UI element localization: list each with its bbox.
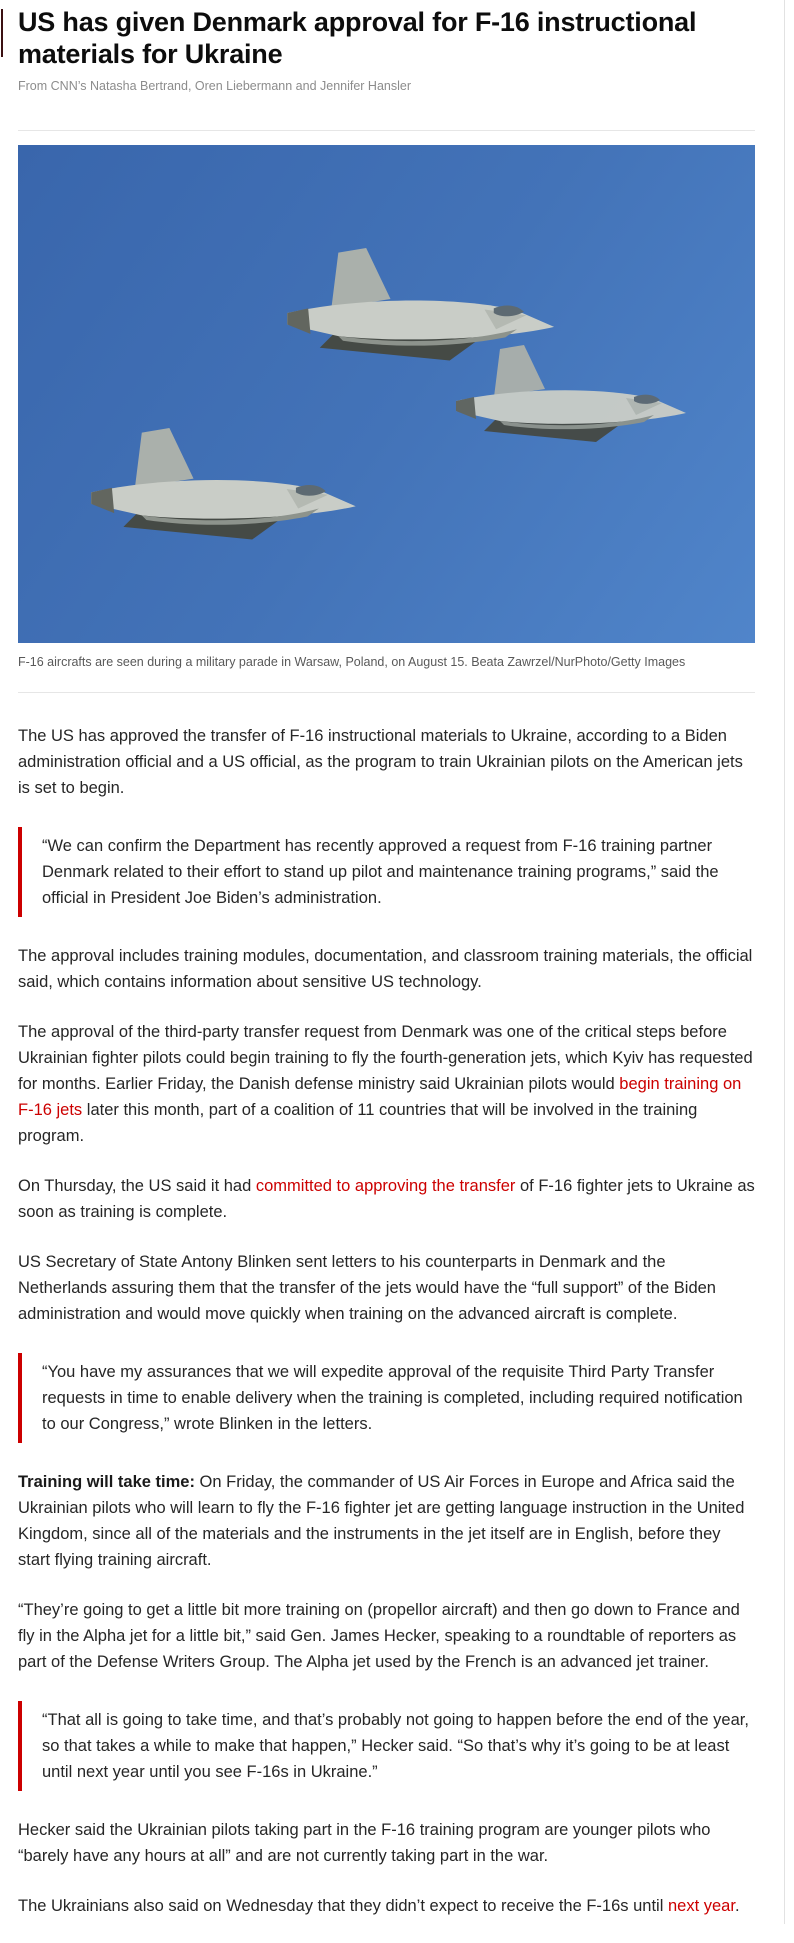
page-right-border — [784, 0, 785, 1924]
article — [18, 0, 755, 1943]
blockquote — [18, 1353, 755, 1443]
left-edge-bar — [1, 9, 3, 57]
inline-link[interactable]: next year — [667, 1897, 735, 1915]
fighter-jet — [91, 428, 356, 540]
text-segment: On Thursday, the US said it had — [18, 1177, 256, 1195]
text-segment: On Friday, the commander of US Air Forces in Europe and Africa said the Ukrainian pilots who will learn to fly the F-16 fighter jet are getting language instruction in the United Kingdom, since all of the materials and the instruments in the jet itself are in English, before they start flying training aircraft. — [18, 1473, 745, 1569]
paragraph — [18, 1817, 755, 1869]
blockquote — [18, 827, 755, 917]
paragraph — [18, 1469, 755, 1573]
paragraph — [18, 1173, 755, 1225]
paragraph — [18, 1249, 755, 1327]
inline-link[interactable]: committed to approving the transfer — [255, 1177, 516, 1195]
text-segment: “They’re going to get a little bit more training on (propellor aircraft) and then go down to France and fly in the Alpha jet for a little bit,” said Gen. James Hecker, speaking to a roundtable of reporters as part of the Defense Writers Group. The Alpha jet used by the French is an advanced jet trainer. — [18, 1601, 740, 1671]
text-segment: The approval of the third-party transfer request from Denmark was one of the critical steps before Ukrainian fighter pilots could begin training to fly the fourth-generation jets, which Kyiv has requested for months. Earlier Friday, the Danish defense ministry said Ukrainian pilots would — [18, 1023, 753, 1093]
blockquote — [18, 1701, 755, 1791]
text-segment: “That all is going to take time, and that’s probably not going to happen before the end of the year, so that takes a while to make that happen,” Hecker said. “So that’s why it’s going to be at least until next year until you see F-16s in Ukraine.” — [42, 1711, 749, 1781]
text-segment: of F-16 fighter jets to Ukraine as soon as training is complete. — [18, 1177, 755, 1221]
paragraph — [18, 723, 755, 801]
divider — [18, 130, 755, 131]
divider — [18, 692, 755, 693]
text-segment: US Secretary of State Antony Blinken sent letters to his counterparts in Denmark and the Netherlands assuring them that the transfer of the jets would have the “full support” of the Biden administration and would move quickly when training on the advanced aircraft is complete. — [18, 1253, 716, 1323]
article-image — [18, 145, 755, 643]
page-title: US has given Denmark approval for F-16 instructional materials for Ukraine — [18, 7, 697, 69]
text-segment: The approval includes training modules, documentation, and classroom training materials, the official said, which contains information about sensitive US technology. — [18, 947, 753, 991]
caption-text: F-16 aircrafts are seen during a military parade in Warsaw, Poland, on August 15. — [18, 655, 468, 669]
text-segment: . — [734, 1897, 740, 1915]
fighter-jet — [287, 248, 554, 361]
article-body — [18, 723, 755, 1919]
inline-link[interactable]: begin training on F-16 jets — [18, 1075, 742, 1119]
fighter-jets-illustration — [18, 145, 755, 643]
paragraph — [18, 1597, 755, 1675]
bold-lead-text: Training will take time: — [18, 1473, 195, 1491]
paragraph — [18, 1019, 755, 1149]
paragraph — [18, 1893, 755, 1919]
text-segment: later this month, part of a coalition of 11 countries that will be involved in the training program. — [18, 1101, 698, 1145]
image-caption — [18, 654, 755, 671]
caption-credit: Beata Zawrzel/NurPhoto/Getty Images — [471, 655, 686, 669]
fighter-jet — [456, 345, 686, 442]
text-segment: The US has approved the transfer of F-16 instructional materials to Ukraine, according to a Biden administration official and a US official, as the program to train Ukrainian pilots on the American jets is set to begin. — [18, 727, 743, 797]
text-segment: “You have my assurances that we will expedite approval of the requisite Third Party Transfer requests in time to enable delivery when the training is completed, including required notification to our Congress,” wrote Blinken in the letters. — [42, 1363, 743, 1433]
byline: From CNN’s Natasha Bertrand, Oren Liebermann and Jennifer Hansler — [18, 79, 412, 93]
text-segment: Hecker said the Ukrainian pilots taking part in the F-16 training program are younger pilots who “barely have any hours at all” and are not currently taking part in the war. — [18, 1821, 711, 1865]
text-segment: “We can confirm the Department has recently approved a request from F-16 training partner Denmark related to their effort to stand up pilot and maintenance training programs,” said the official in President Joe Biden’s administration. — [42, 837, 719, 907]
text-segment: The Ukrainians also said on Wednesday that they didn’t expect to receive the F-16s until — [18, 1897, 668, 1915]
paragraph — [18, 943, 755, 995]
